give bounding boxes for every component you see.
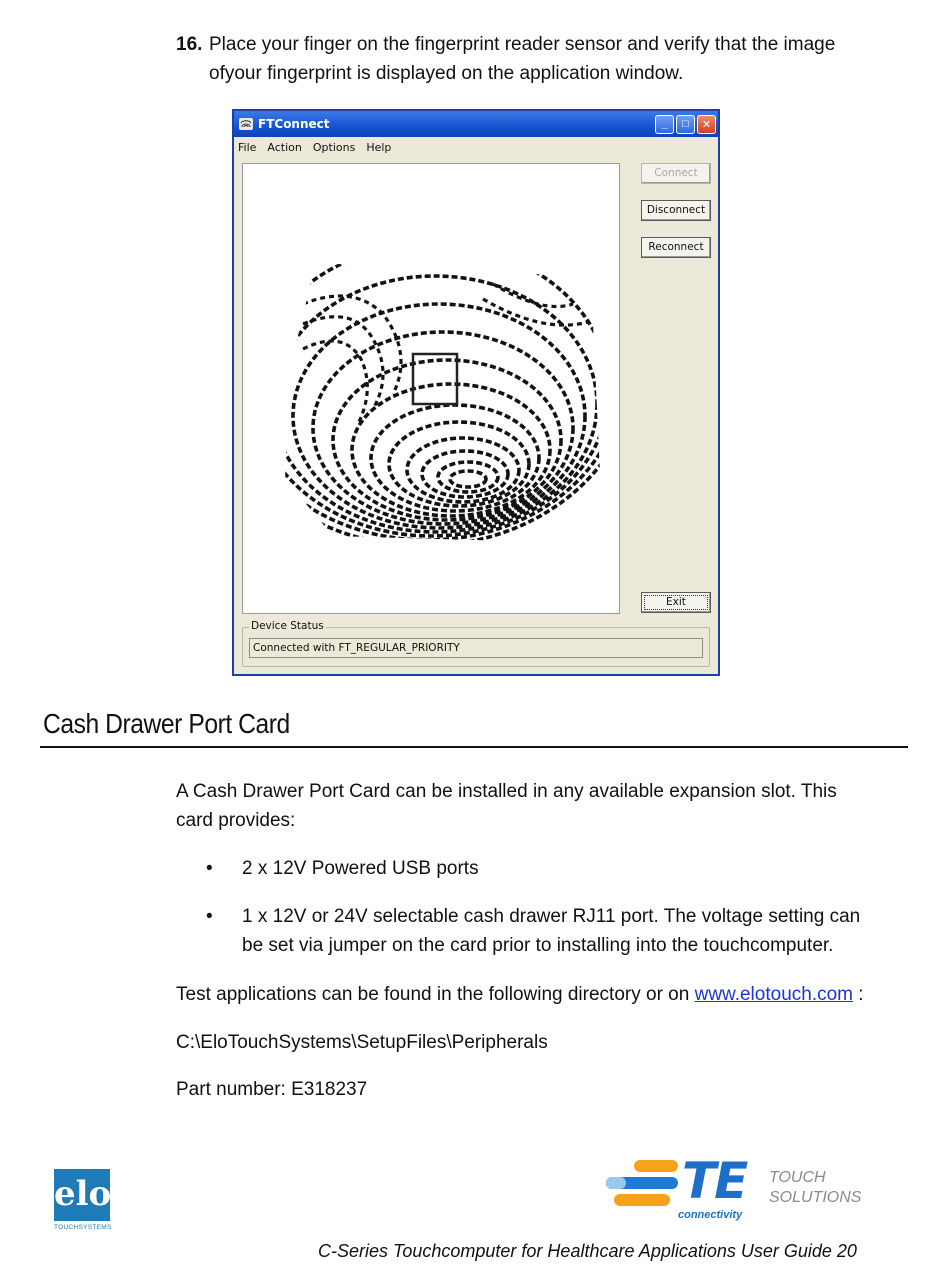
bullet-text-line-2: be set via jumper on the card prior to installing into the touchcomputer.	[242, 935, 834, 956]
fingerprint-image	[243, 164, 620, 614]
footer-guide-text: C-Series Touchcomputer for Healthcare Applications User Guide 20	[318, 1241, 857, 1261]
te-tag-line-2: SOLUTIONS	[769, 1189, 862, 1206]
bullet-text: 2 x 12V Powered USB ports	[242, 858, 479, 879]
menu-action[interactable]: Action	[267, 140, 302, 154]
te-logo-stripes-icon	[604, 1160, 680, 1208]
elo-logo-mark: elo	[54, 1169, 110, 1221]
disconnect-button[interactable]: Disconnect	[641, 200, 711, 221]
connect-button[interactable]: Connect	[641, 163, 711, 184]
section-heading: Cash Drawer Port Card	[43, 708, 290, 739]
directory-path: C:\EloTouchSystems\SetupFiles\Peripherals	[176, 1032, 548, 1053]
te-logo-subtext: connectivity	[678, 1209, 743, 1221]
step-16	[176, 30, 916, 88]
test-apps-text: Test applications can be found in the following directory or on	[176, 984, 690, 1005]
intro-line-1: A Cash Drawer Port Card can be installed in any available expansion slot. This	[176, 781, 837, 802]
device-status-group	[242, 620, 710, 667]
ftconnect-window	[232, 109, 720, 676]
test-apps-paragraph	[176, 980, 916, 1009]
step-text-continued: ofyour fingerprint is displayed on the application window.	[209, 63, 684, 84]
intro-paragraph	[176, 777, 916, 835]
minimize-icon[interactable]: _	[655, 115, 674, 134]
heading-rule	[40, 746, 908, 748]
maximize-icon[interactable]: □	[676, 115, 695, 134]
bullet-icon: •	[206, 906, 213, 927]
window-menubar	[234, 137, 718, 157]
elotouch-link[interactable]: www.elotouch.com	[694, 984, 853, 1005]
bullet-text	[206, 902, 916, 960]
close-icon[interactable]: ✕	[697, 115, 716, 134]
intro-line-2: card provides:	[176, 810, 296, 831]
menu-file[interactable]: File	[238, 140, 257, 154]
window-titlebar	[234, 111, 718, 137]
list-item	[206, 902, 916, 960]
reconnect-button[interactable]: Reconnect	[641, 237, 711, 258]
elo-logo-subtext: TOUCHSYSTEMS	[54, 1224, 112, 1231]
part-number: Part number: E318237	[176, 1079, 368, 1100]
fingerprint-app-icon	[238, 117, 254, 131]
window-title: FTConnect	[258, 117, 330, 131]
elo-logo	[54, 1169, 110, 1235]
bullet-icon: •	[206, 858, 213, 879]
step-number: 16.	[176, 34, 203, 55]
te-logo	[604, 1152, 874, 1228]
step-text: Place your finger on the fingerprint reader sensor and verify that the image	[209, 34, 836, 55]
te-tag-line-1: TOUCH	[769, 1169, 826, 1186]
device-status-field: Connected with FT_REGULAR_PRIORITY	[249, 638, 703, 658]
te-logo-mark: TE	[682, 1152, 747, 1210]
list-item	[206, 854, 916, 883]
exit-button[interactable]: Exit	[641, 592, 711, 613]
menu-help[interactable]: Help	[366, 140, 392, 154]
te-touch-solutions	[769, 1168, 861, 1208]
fingerprint-image-area	[242, 163, 620, 614]
device-status-label: Device Status	[251, 620, 324, 632]
menu-options[interactable]: Options	[312, 140, 356, 154]
bullet-text-line-1: 1 x 12V or 24V selectable cash drawer RJ11 port. The voltage setting can	[242, 906, 861, 927]
test-apps-suffix: :	[858, 984, 864, 1005]
